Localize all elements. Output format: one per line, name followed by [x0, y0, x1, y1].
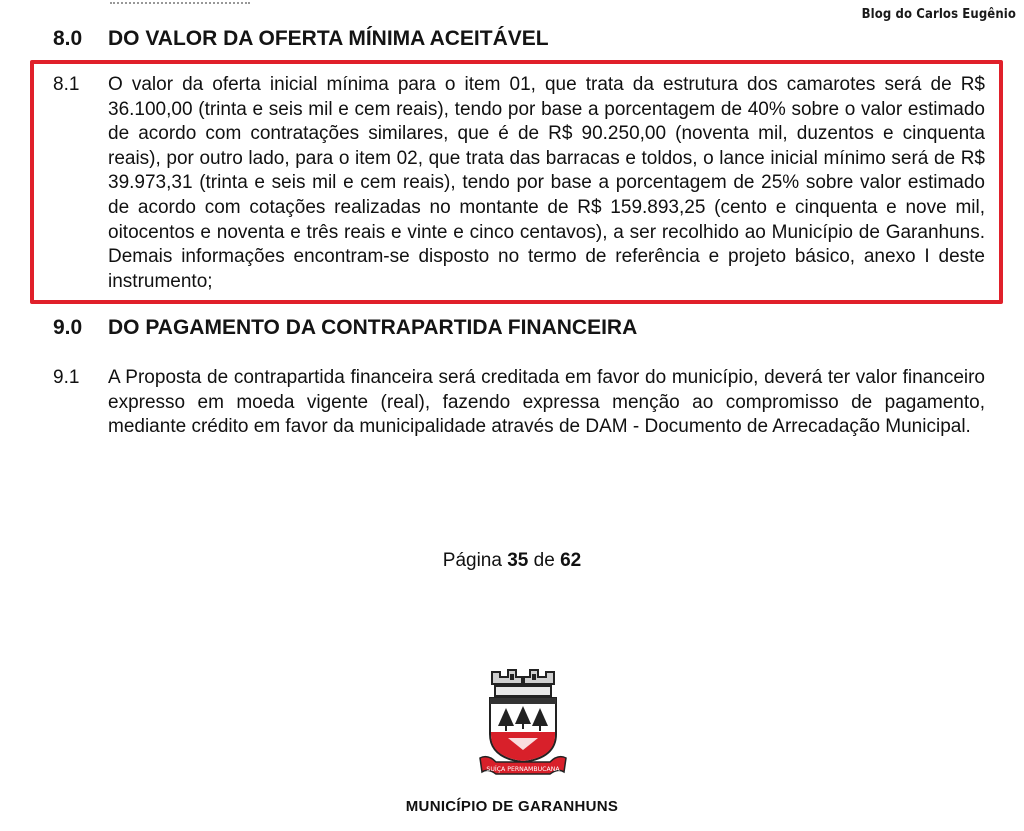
page-current: 35	[507, 550, 529, 571]
section-8-heading	[53, 27, 549, 51]
footer-municipality: MUNICÍPIO DE GARANHUNS	[405, 798, 619, 815]
clause-8-1-text: O valor da oferta inicial mínima para o item 01, que trata da estrutura dos camarotes será de R$ 36.100,00 (trinta e seis mil e cem reais), tendo por base a porcentagem de 40% sobre o valor estimado de acordo com contratações similares, que é de R$ 90.250,00 (noventa mil, duzentos e cinquenta reais), por outro lado, para o item 02, que trata das barracas e toldos, o lance inicial mínimo será de R$ 39.973,31 (trinta e seis mil e cem reais), tendo por base a porcentagem de 25% sobre valor estimado de acordo com cotações realizadas no montante de R$ 159.893,25 (cento e cinquenta e nove mil, oitocentos e noventa e três reais e vinte e cinco centavos), a ser recolhido ao Município de Garanhuns. Demais informações encontram-se disposto no termo de referência e projeto básico, anexo I deste instrumento;	[108, 74, 985, 292]
municipal-coat-of-arms-logo	[478, 666, 568, 778]
section-9-title: DO PAGAMENTO DA CONTRAPARTIDA FINANCEIRA	[108, 316, 638, 339]
logo-banner-text: SUÍÇA PERNAMBUCANA	[486, 766, 560, 773]
page-total: 62	[560, 550, 582, 571]
page-label: Página	[442, 550, 502, 571]
section-8-number: 8.0	[53, 27, 83, 50]
clause-8-1-number: 8.1	[53, 74, 80, 95]
page-number	[0, 550, 1024, 572]
section-9-number: 9.0	[53, 316, 83, 339]
clause-9-1-text: A Proposta de contrapartida financeira será creditada em favor do município, deverá ter valor financeiro expresso em moeda vigente (real), fazendo expressa menção ao compromisso de pagamento, mediante crédito em favor da municipalidade através de DAM - Documento de Arrecadação Municipal.	[108, 367, 985, 438]
clause-9-1-number: 9.1	[53, 367, 80, 388]
section-8-title: DO VALOR DA OFERTA MÍNIMA ACEITÁVEL	[108, 27, 549, 50]
coat-of-arms-icon	[478, 666, 568, 778]
clause-9-1	[53, 366, 985, 440]
cut-off-text-fragment	[110, 0, 250, 4]
red-highlight-box	[30, 60, 1003, 304]
section-9-heading	[53, 316, 637, 340]
page-of: de	[533, 550, 555, 571]
blog-watermark: Blog do Carlos Eugênio	[861, 7, 1016, 22]
